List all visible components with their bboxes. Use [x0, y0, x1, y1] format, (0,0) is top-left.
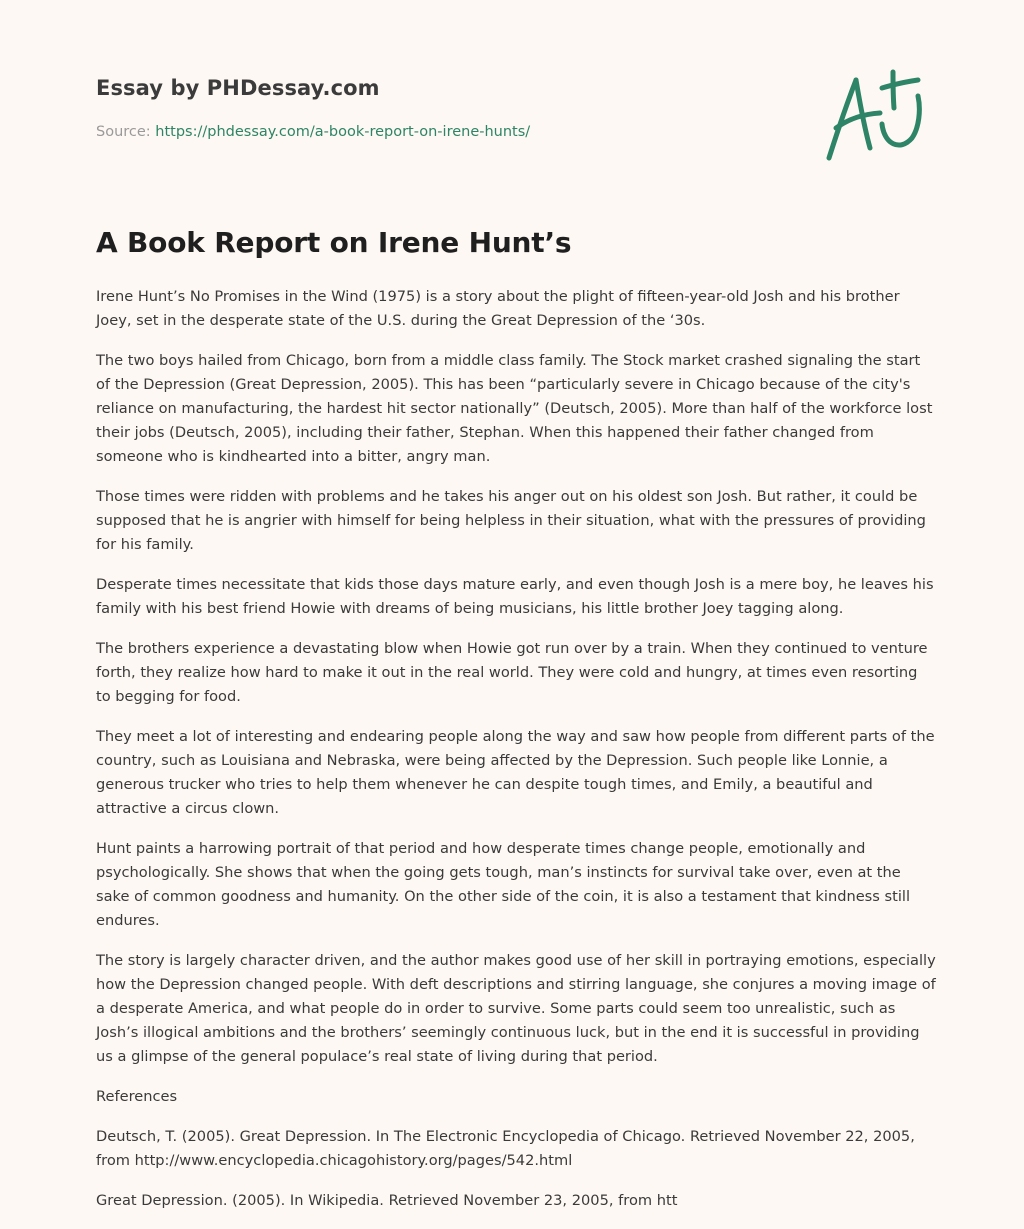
- a-plus-logo: [820, 66, 930, 166]
- essay-paragraph-2: The two boys hailed from Chicago, born from a middle class family. The Stock market crashed signaling the start of the Depression (Great Depression, 2005). This has been “particularly severe in Chicago because of the city's reliance on manufacturing, the hardest hit sector nationally” (Deutsch, 2005). More than half of the workforce lost their jobs (Deutsch, 2005), including their father, Stephan. When this happened their father changed from someone who is kindhearted into a bitter, angry man.: [96, 352, 933, 465]
- essay-body: [96, 285, 936, 1229]
- essay-paragraph-5: The brothers experience a devastating blow when Howie got run over by a train. When they continued to venture forth, they realize how hard to make it out in the real world. They were cold and hungry, at times even resorting to begging for food.: [96, 640, 928, 705]
- essay-paragraph-6: They meet a lot of interesting and endearing people along the way and saw how people from different parts of the country, such as Louisiana and Nebraska, were being affected by the Depression. Such people like Lonnie, a generous trucker who tries to help them whenever he can despite tough times, and Emily, a beautiful and attractive a circus clown.: [96, 728, 935, 817]
- a-plus-icon: [820, 66, 930, 166]
- essay-paragraph-8: The story is largely character driven, and the author makes good use of her skill in portraying emotions, especially how the Depression changed people. With deft descriptions and stirring language, she conjures a moving image of a desperate America, and what people do in order to survive. Some parts could seem too unrealistic, such as Josh’s illogical ambitions and the brothers’ seemingly continuous luck, but in the end it is successful in providing us a glimpse of the general populace’s real state of living during that period.: [96, 952, 936, 1065]
- references-heading: References: [96, 1088, 178, 1105]
- source-link[interactable]: https://phdessay.com/a-book-report-on-irene-hunts/: [155, 124, 531, 140]
- essay-paragraph-7: Hunt paints a harrowing portrait of that period and how desperate times change people, emotionally and psychologically. She shows that when the going gets tough, man’s instincts for survival take over, even at the sake of common goodness and humanity. On the other side of the coin, it is also a testament that kindness still endures.: [96, 840, 911, 929]
- reference-item-1: Deutsch, T. (2005). Great Depression. In The Electronic Encyclopedia of Chicago. Retrieved November 22, 2005, from http://www.encyclopedia.chicagohistory.org/pages/542.html: [96, 1128, 915, 1169]
- source-line: [96, 124, 530, 140]
- site-name: Essay by PHDessay.com: [96, 76, 380, 100]
- source-label: Source:: [96, 124, 151, 140]
- essay-paragraph-1: Irene Hunt’s No Promises in the Wind (1975) is a story about the plight of fifteen-year-old Josh and his brother Joey, set in the desperate state of the U.S. during the Great Depression of the ‘30s.: [96, 288, 900, 329]
- essay-paragraph-3: Those times were ridden with problems and he takes his anger out on his oldest son Josh. But rather, it could be supposed that he is angrier with himself for being helpless in their situation, what with the pressures of providing for his family.: [96, 488, 926, 553]
- reference-item-2: Great Depression. (2005). In Wikipedia. Retrieved November 23, 2005, from htt: [96, 1192, 678, 1209]
- essay-title: A Book Report on Irene Hunt’s: [96, 226, 572, 259]
- essay-paragraph-4: Desperate times necessitate that kids those days mature early, and even though Josh is a mere boy, he leaves his family with his best friend Howie with dreams of being musicians, his little brother Joey tagging along.: [96, 576, 934, 617]
